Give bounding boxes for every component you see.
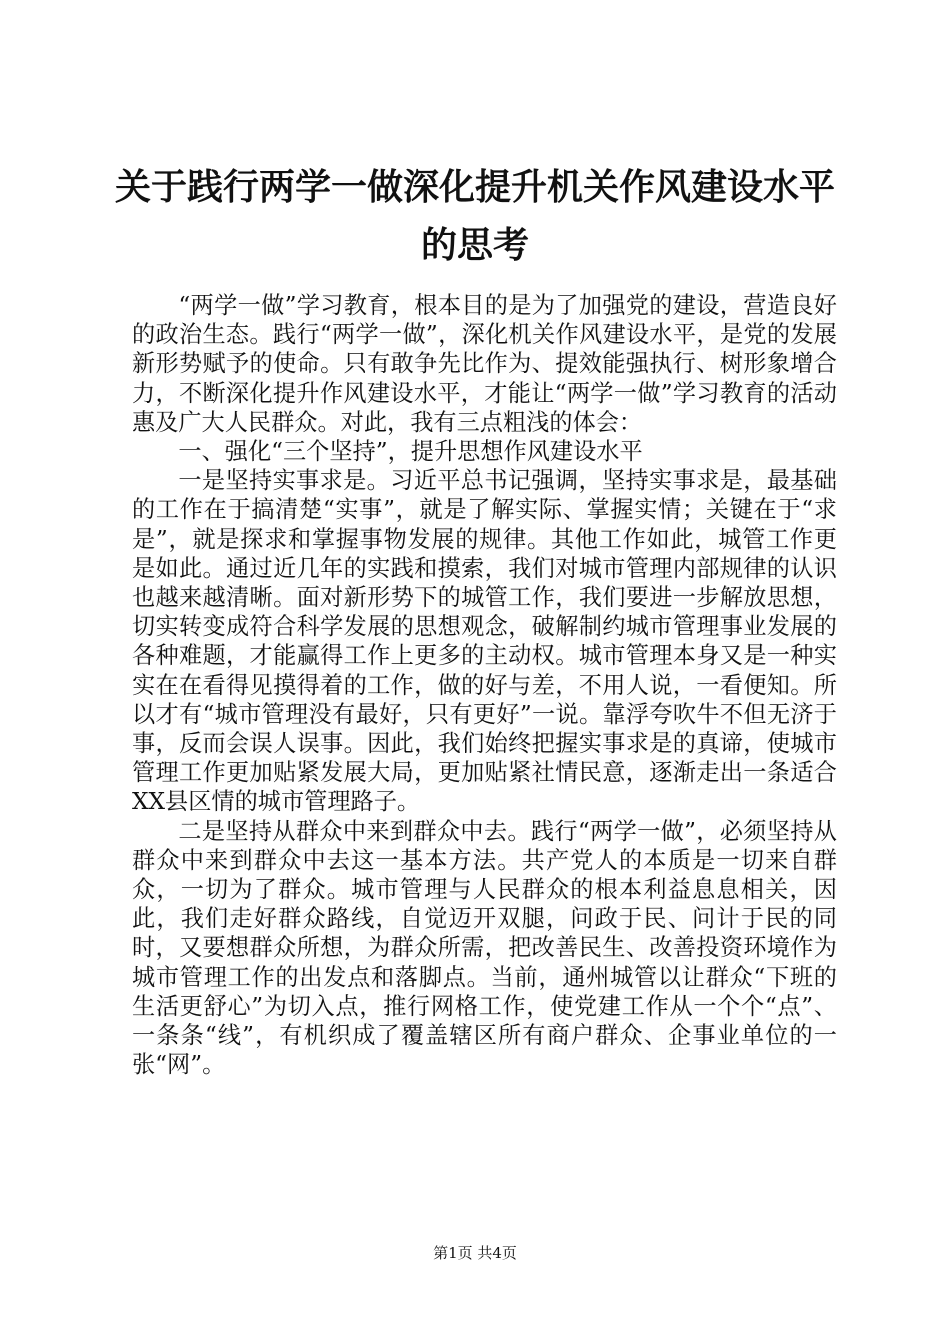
document-title-line-2: 的思考	[420, 225, 529, 266]
paragraph-point-one: 一是坚持实事求是。习近平总书记强调，坚持实事求是，最基础的工作在于搞清楚“实事”，就是了解实际、掌握实情；关键在于“求是”，就是探求和掌握事物发展的规律。其他工作如此，城管工作更是如此。通过近几年的实践和摸索，我们对城市管理内部规律的认识也越来越清晰。面对新形势下的城管工作，我们要进一步解放思想，切实转变成符合科学发展的思想观念，破解制约城市管理事业发展的各种难题，才能赢得工作上更多的主动权。城市管理本身又是一种实实在在看得见摸得着的工作，做的好与差，不用人说，一看便知。所以才有“城市管理没有最好，只有更好”一说。靠浮夸吹牛不但无济于事，反而会误人误事。因此，我们始终把握实事求是的真谛，使城市管理工作更加贴紧发展大局，更加贴紧社情民意，逐渐走出一条适合XX县区情的城市管理路子。	[132, 467, 837, 816]
document-body	[132, 291, 837, 1079]
paragraph-point-two: 二是坚持从群众中来到群众中去。践行“两学一做”，必须坚持从群众中来到群众中去这一基本方法。共产党人的本质是一切来自群众，一切为了群众。城市管理与人民群众的根本利益息息相关，因此，我们走好群众路线，自觉迈开双腿，问政于民、问计于民的同时，又要想群众所想，为群众所需，把改善民生、改善投资环境作为城市管理工作的出发点和落脚点。当前，通州城管以让群众“下班的生活更舒心”为切入点，推行网格工作，使党建工作从一个个“点”、一条条“线”，有机织成了覆盖辖区所有商户群众、企事业单位的一张“网”。	[132, 817, 837, 1079]
section-heading: 一、强化“三个坚持”，提升思想作风建设水平	[178, 438, 643, 466]
document-title-line-1: 关于践行两学一做深化提升机关作风建设水平	[114, 167, 835, 208]
paragraph-intro: “两学一做”学习教育，根本目的是为了加强党的建设，营造良好的政治生态。践行“两学一做”，深化机关作风建设水平，是党的发展新形势赋予的使命。只有敢争先比作为、提效能强执行、树形象增合力，不断深化提升作风建设水平，才能让“两学一做”学习教育的活动惠及广大人民群众。对此，我有三点粗浅的体会：	[132, 292, 837, 436]
page-number-footer: 第1页 共4页	[433, 1244, 517, 1262]
